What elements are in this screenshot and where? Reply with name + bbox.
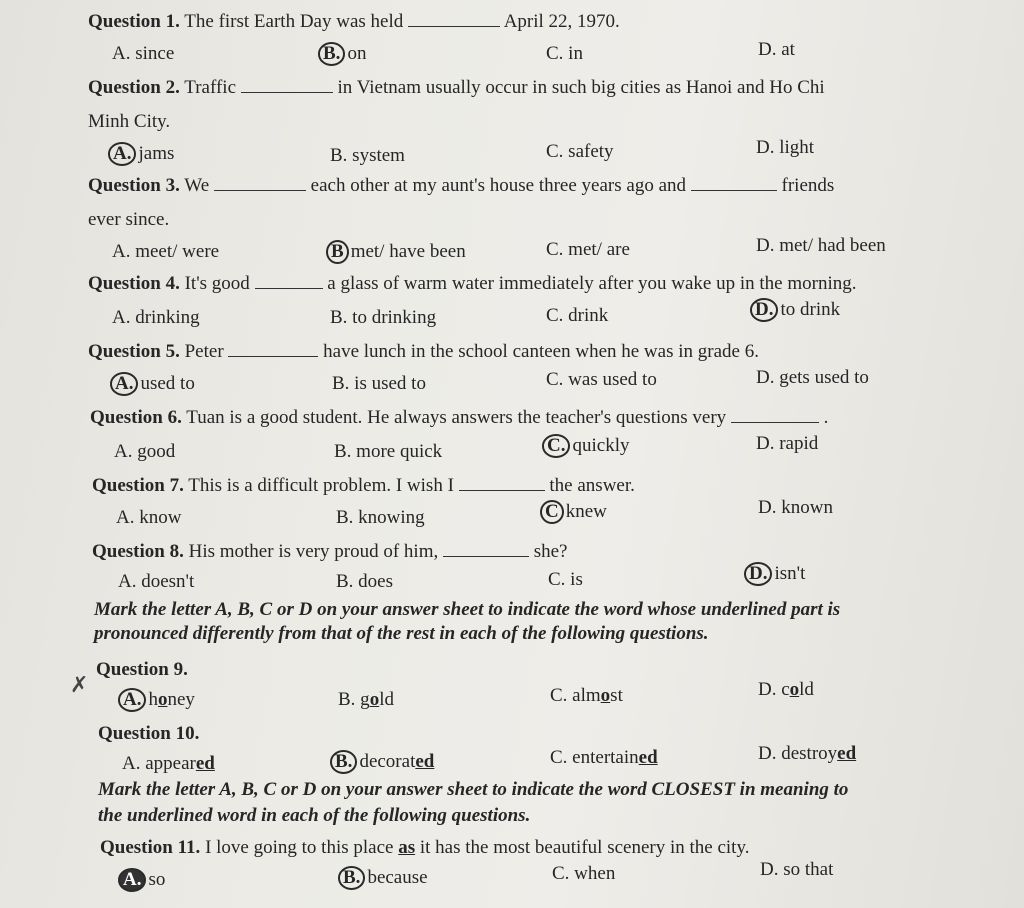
q6-option-d: D. rapid	[756, 433, 819, 454]
selected-answer-circle: C.	[542, 434, 570, 458]
q9-option-b	[338, 688, 394, 712]
q9-option-c-post: st	[610, 685, 623, 706]
q2-option-a-text: jams	[138, 143, 175, 164]
question-6-text-after: .	[823, 407, 829, 428]
question-3	[88, 174, 834, 198]
q3-option-a: A. meet/ were	[112, 241, 220, 262]
q4-option-b: B. to drinking	[330, 307, 437, 328]
q11-option-a-text: so	[148, 869, 166, 890]
question-2-text-after: in Vietnam usually occur in such big cities as Hanoi and Ho Chi	[337, 77, 825, 98]
question-8	[92, 540, 567, 564]
q9-option-b-post: ld	[379, 689, 394, 710]
instruction-closest-meaning-line-1: Mark the letter A, B, C or D on your answer sheet to indicate the word CLOSEST in meaning to	[98, 779, 849, 800]
q1-option-b-text: on	[347, 43, 367, 64]
question-11	[100, 836, 749, 860]
question-3-continuation: ever since.	[88, 209, 170, 230]
question-7	[92, 474, 635, 498]
question-3-text-before: We	[184, 175, 210, 196]
q7-option-d: D. known	[758, 497, 833, 518]
question-6	[90, 406, 828, 430]
q6-option-a: A. good	[114, 441, 176, 462]
q9-option-b-underlined: o	[369, 689, 380, 710]
question-11-text-after: it has the most beautiful scenery in the city.	[419, 837, 750, 858]
q8-option-b: B. does	[336, 571, 393, 592]
q9-option-c-pre: C. alm	[550, 685, 601, 706]
answer-blank	[214, 176, 306, 191]
q11-option-d: D. so that	[760, 859, 834, 880]
q9-option-d	[758, 678, 814, 702]
q10-option-b-pre: decorat	[359, 751, 416, 772]
question-2-continuation: Minh City.	[88, 111, 171, 132]
selected-answer-circle: A.	[118, 868, 146, 892]
q7-option-c-text: knew	[565, 501, 607, 522]
question-7-text-after: the answer.	[549, 475, 635, 496]
question-8-text-after: she?	[533, 541, 568, 562]
q8-option-d-text: isn't	[774, 563, 806, 584]
question-3-label: Question 3.	[88, 175, 180, 196]
selected-answer-circle: D.	[750, 298, 778, 322]
q8-option-d	[744, 562, 805, 586]
q10-option-d-pre: D. destroy	[758, 743, 838, 764]
q3-option-b	[326, 240, 466, 264]
q6-option-c	[542, 434, 629, 458]
instruction-closest-meaning-line-2: the underlined word in each of the following questions.	[98, 805, 531, 826]
question-5-text-before: Peter	[184, 341, 224, 362]
q10-option-c-pre: C. entertain	[550, 747, 639, 768]
q9-option-b-pre: B. g	[338, 689, 370, 710]
q7-option-a: A. know	[116, 507, 182, 528]
q3-option-d: D. met/ had been	[756, 235, 886, 256]
q11-option-b-text: because	[367, 867, 428, 888]
question-11-underlined-word: as	[398, 837, 416, 858]
q4-option-d-text: to drink	[780, 299, 841, 320]
question-8-text-before: His mother is very proud of him,	[188, 541, 439, 562]
q8-option-c: C. is	[548, 569, 583, 590]
question-7-text-before: This is a difficult problem. I wish I	[188, 475, 454, 496]
q5-option-a	[110, 372, 195, 396]
question-4-label: Question 4.	[88, 273, 180, 294]
q11-option-a	[118, 868, 165, 892]
q5-option-b: B. is used to	[332, 373, 426, 394]
q1-option-a: A. since	[112, 43, 175, 64]
answer-blank	[731, 408, 819, 423]
q10-option-b-underlined: ed	[415, 751, 435, 772]
question-9-label: Question 9.	[96, 659, 188, 680]
answer-blank	[408, 12, 500, 27]
q2-option-d: D. light	[756, 137, 815, 158]
selected-answer-circle: B	[326, 240, 349, 264]
question-5-label: Question 5.	[88, 341, 180, 362]
selected-answer-circle: B.	[330, 750, 357, 774]
q5-option-d: D. gets used to	[756, 367, 869, 388]
question-4	[88, 272, 857, 296]
q4-option-c: C. drink	[546, 305, 609, 326]
q6-option-c-text: quickly	[572, 435, 630, 456]
question-11-label: Question 11.	[100, 837, 201, 858]
q9-option-c-underlined: o	[600, 685, 611, 706]
q1-option-d: D. at	[758, 39, 795, 60]
q10-option-c	[550, 746, 658, 770]
q9-option-a-pre: h	[148, 689, 158, 710]
question-2-text-before: Traffic	[184, 77, 237, 98]
question-11-text-before: I love going to this place	[205, 837, 394, 858]
answer-blank	[228, 342, 318, 357]
answer-blank	[443, 542, 529, 557]
question-8-label: Question 8.	[92, 541, 184, 562]
question-1-label: Question 1.	[88, 11, 180, 32]
q9-option-a-underlined: o	[157, 689, 168, 710]
q2-option-a	[108, 142, 174, 166]
question-9	[96, 658, 188, 682]
q9-option-d-pre: D. c	[758, 679, 790, 700]
q7-option-b: B. knowing	[336, 507, 425, 528]
q6-option-b: B. more quick	[334, 441, 443, 462]
selected-answer-circle: D.	[744, 562, 772, 586]
q11-option-b	[338, 866, 428, 890]
question-3-text-after: friends	[781, 175, 835, 196]
q9-option-d-underlined: o	[789, 679, 800, 700]
q9-option-d-post: ld	[799, 679, 814, 700]
answer-blank	[691, 176, 777, 191]
q5-option-c: C. was used to	[546, 369, 657, 390]
q7-option-c	[540, 500, 607, 524]
selected-answer-circle: A.	[108, 142, 136, 166]
question-6-text-before: Tuan is a good student. He always answers the teacher's questions very	[186, 407, 727, 428]
q9-option-a-post: ney	[167, 689, 195, 710]
question-2	[88, 76, 825, 100]
question-7-label: Question 7.	[92, 475, 184, 496]
question-10-label: Question 10.	[98, 723, 200, 744]
pen-tick-icon: ✗	[70, 672, 89, 697]
question-10	[98, 722, 199, 746]
instruction-pronunciation-line-1: Mark the letter A, B, C or D on your answer sheet to indicate the word whose underlined part is	[94, 599, 841, 620]
selected-answer-circle: A.	[110, 372, 138, 396]
q8-option-a: A. doesn't	[118, 571, 195, 592]
q1-option-b	[318, 42, 366, 66]
q5-option-a-text: used to	[140, 373, 195, 394]
q3-option-c: C. met/ are	[546, 239, 630, 260]
q3-option-b-text: met/ have been	[350, 241, 466, 262]
q9-option-c	[550, 684, 623, 708]
q1-option-c: C. in	[546, 43, 583, 64]
q2-option-b: B. system	[330, 145, 405, 166]
selected-answer-circle: B.	[338, 866, 365, 890]
question-6-label: Question 6.	[90, 407, 182, 428]
question-1	[88, 10, 620, 34]
q10-option-a	[122, 752, 215, 776]
q10-option-d	[758, 742, 856, 766]
question-4-text-before: It's good	[184, 273, 250, 294]
q2-option-c: C. safety	[546, 141, 614, 162]
q10-option-a-underlined: ed	[195, 753, 215, 774]
q9-option-a	[118, 688, 195, 712]
selected-answer-circle: B.	[318, 42, 345, 66]
q10-option-c-underlined: ed	[638, 747, 658, 768]
q4-option-d	[750, 298, 840, 322]
question-1-text-before: The first Earth Day was held	[184, 11, 404, 32]
question-5-text-after: have lunch in the school canteen when he was in grade 6.	[323, 341, 759, 362]
question-5	[88, 340, 759, 364]
instruction-pronunciation-line-2: pronounced differently from that of the rest in each of the following questions.	[94, 623, 709, 644]
question-3-text-mid: each other at my aunt's house three years ago and	[310, 175, 687, 196]
selected-answer-circle: C	[540, 500, 564, 524]
question-1-text-after: April 22, 1970.	[503, 11, 620, 32]
answer-blank	[255, 274, 323, 289]
selected-answer-circle: A.	[118, 688, 146, 712]
q4-option-a: A. drinking	[112, 307, 200, 328]
answer-blank	[459, 476, 545, 491]
q10-option-a-pre: A. appear	[122, 753, 196, 774]
question-4-text-after: a glass of warm water immediately after you wake up in the morning.	[327, 273, 857, 294]
q10-option-d-underlined: ed	[837, 743, 857, 764]
answer-blank	[241, 78, 333, 93]
q11-option-c: C. when	[552, 863, 616, 884]
q10-option-b	[330, 750, 434, 774]
question-2-label: Question 2.	[88, 77, 180, 98]
